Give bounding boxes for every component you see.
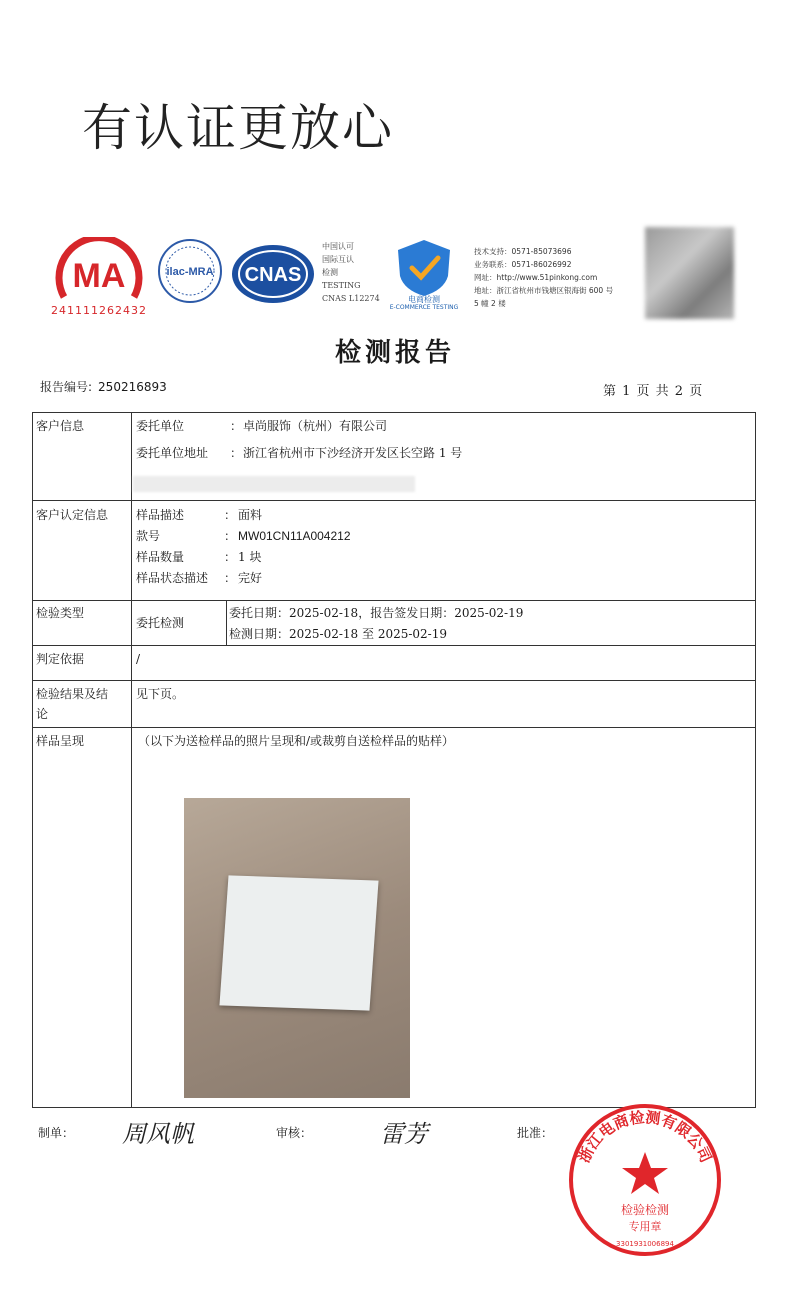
colon: ：	[224, 529, 237, 543]
column-divider	[226, 600, 227, 645]
inspection-type-label: 检验类型	[36, 606, 85, 620]
colon: ：	[230, 446, 243, 460]
qty-label: 样品数量	[136, 550, 185, 564]
client-unit-label: 委托单位	[136, 419, 185, 433]
ecommerce-cn-label: 电商检测	[408, 295, 440, 304]
review-label: 审核：	[276, 1126, 313, 1140]
basis-label: 判定依据	[36, 652, 85, 666]
sample-desc-label: 样品描述	[136, 508, 185, 522]
state-value: 完好	[238, 571, 263, 585]
state-label: 样品状态描述	[136, 571, 209, 585]
headline: 有认证更放心	[82, 99, 394, 157]
test-dates: 检测日期：2025-02-18 至 2025-02-19	[229, 627, 448, 641]
stamp-number: 3301931006894	[616, 1240, 674, 1248]
row-divider	[32, 680, 756, 681]
ecommerce-en-label: E-COMMERCE TESTING	[389, 304, 459, 311]
cma-number: 241111262432	[51, 304, 147, 317]
style-label: 款号	[136, 529, 161, 543]
cma-text: MA	[72, 257, 126, 295]
report-number	[40, 378, 167, 395]
cnas-description: 中国认可 国际互认 检测 TESTING CNAS L12274	[322, 242, 380, 303]
approve-label: 批准：	[517, 1126, 554, 1140]
contact-info	[474, 245, 613, 310]
result-value: 见下页。	[136, 687, 185, 701]
redacted-field	[133, 476, 415, 492]
qty-value: 1 块	[238, 550, 262, 564]
ilac-text: ilac-MRA	[166, 266, 214, 278]
row-divider	[32, 645, 756, 646]
sample-photo	[184, 798, 410, 1098]
row-divider	[32, 500, 756, 501]
cnas-logo	[230, 243, 316, 305]
colon: ：	[224, 571, 237, 585]
stamp-arc-text: 浙江电商检测有限公司	[574, 1108, 716, 1166]
maker-label: 制单：	[38, 1126, 75, 1140]
report-number-label: 报告编号:	[40, 380, 93, 394]
colon: ：	[224, 550, 237, 564]
result-label: 检验结果及结	[36, 687, 109, 701]
colon: ：	[224, 508, 237, 522]
client-address-label: 委托单位地址	[136, 446, 209, 460]
contact-address: 地址：浙江省杭州市钱塘区银海街 600 号	[474, 286, 614, 295]
column-divider	[131, 412, 132, 1108]
style-value: MW01CN11A004212	[238, 529, 351, 543]
sample-show-note: （以下为送检样品的照片呈现和/或裁剪自送检样品的贴样）	[138, 734, 455, 748]
inspection-type-value: 委托检测	[136, 616, 185, 630]
report-title: 检测报告	[334, 338, 455, 368]
fabric-sample	[219, 875, 378, 1010]
customer-confirm-label: 客户认定信息	[36, 508, 109, 522]
result-label-cont: 论	[36, 707, 49, 721]
blurred-qr-code	[645, 227, 734, 319]
stamp-center-2: 专用章	[628, 1220, 662, 1233]
ilac-mra-logo	[156, 238, 224, 304]
contact-tech: 技术支持：0571-85073696	[474, 247, 572, 256]
client-info-label: 客户信息	[36, 419, 85, 433]
client-unit-value: 卓尚服饰（杭州）有限公司	[243, 419, 388, 433]
row-divider	[32, 600, 756, 601]
sample-show-label: 样品呈现	[36, 734, 85, 748]
cnas-text: CNAS	[244, 264, 302, 286]
contact-address-2: 5 幢 2 楼	[474, 299, 506, 308]
commission-dates: 委托日期：2025-02-18，报告签发日期：2025-02-19	[229, 606, 524, 620]
stamp-center-1: 检验检测	[620, 1203, 670, 1217]
contact-website: 网址：http://www.51pinkong.com	[474, 273, 598, 282]
maker-signature: 周风帆	[122, 1120, 194, 1148]
page-info: 第 1 页 共 2 页	[603, 384, 704, 399]
basis-value: /	[136, 652, 141, 666]
row-divider	[32, 727, 756, 728]
client-address-value: 浙江省杭州市下沙经济开发区长空路 1 号	[243, 446, 463, 460]
official-stamp	[565, 1100, 725, 1260]
report-number-value: 250216893	[98, 380, 167, 394]
colon: ：	[230, 419, 243, 433]
sample-desc-value: 面料	[238, 508, 263, 522]
review-signature: 雷芳	[380, 1120, 428, 1148]
contact-business: 业务联系：0571-86026992	[474, 260, 572, 269]
